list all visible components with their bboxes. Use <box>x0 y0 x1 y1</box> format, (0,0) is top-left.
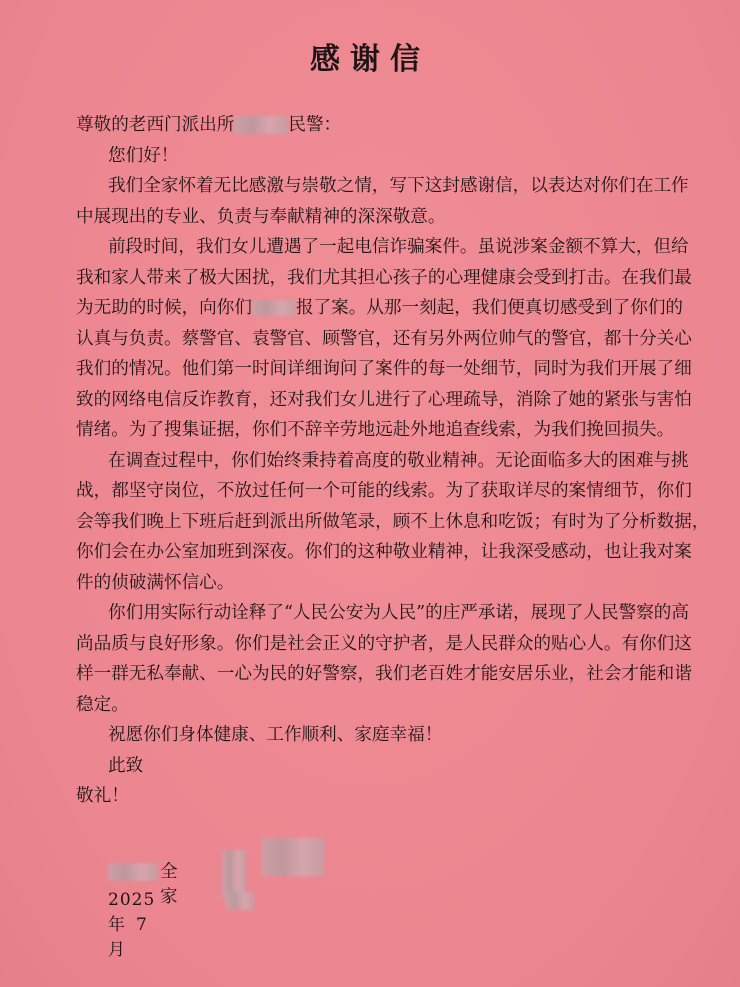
p4-line: 稳定。 <box>76 694 129 715</box>
salutation-line <box>76 110 672 141</box>
p4-line: 样一群无私奉献、一心为民的好警察，我们老百姓才能安居乐业，社会才能和谐 <box>76 664 692 684</box>
p2-line <box>76 293 684 324</box>
date-year-char: 年 <box>108 915 126 935</box>
closing-jingli: 敬礼！ <box>76 786 129 806</box>
signature-family: 全家 <box>160 862 178 907</box>
date-month-char: 月 <box>108 940 126 960</box>
p2-line: 情绪。为了搜集证据，你们不辞辛劳地远赴外地追查线索，为我们挽回损失。 <box>76 420 675 440</box>
p2-line3-before: 为无助的时候，向你们 <box>76 298 252 318</box>
closing-cizhi: 此致 <box>108 755 144 776</box>
p2-line: 前段时间，我们女儿遭遇了一起电信诈骗案件。虽说涉案金额不算大，但给 <box>108 237 689 257</box>
date-year: 2025 <box>108 890 156 910</box>
wish-line: 祝愿你们身体健康、工作顺利、家庭幸福！ <box>108 725 443 745</box>
p3-line: 件的侦破满怀信心。 <box>76 572 235 593</box>
letter-body <box>76 110 710 812</box>
p4-line: 尚品质与良好形象。你们是社会正义的守护者，是人民群众的贴心人。有你们这 <box>76 633 692 654</box>
p2-line: 我和家人带来了极大困扰，我们尤其担心孩子的心理健康会受到打击。在我们最 <box>76 267 692 288</box>
redacted-date-day <box>226 892 254 910</box>
p4-line: 你们用实际行动诠释了“人民公安为人民”的庄严承诺，展现了人民警察的高 <box>108 603 689 623</box>
p3-line: 战，都坚守岗位，不放过任何一个可能的线索。为了获取详尽的案情细节，你们 <box>76 481 692 501</box>
page-title: 感谢信 <box>310 42 430 77</box>
redacted-signature <box>262 838 324 876</box>
p3-line: 在调查过程中，你们始终秉持着高度的敬业精神。无论面临多大的困难与挑 <box>108 450 689 471</box>
greeting: 您们好！ <box>108 145 179 166</box>
salutation-after: 民警： <box>288 115 342 135</box>
signature-date <box>108 890 165 960</box>
p2-line3-after: 报了案。从那一刻起，我们便真切感受到了你们的 <box>295 298 684 318</box>
p2-line: 认真与负责。蔡警官、袁警官、顾警官，还有另外两位帅气的警官，都十分关心 <box>76 328 692 349</box>
p1-line: 我们全家怀着无比感激与崇敬之情，写下这封感谢信，以表达对你们在工作 <box>108 176 689 196</box>
redacted-name <box>234 116 288 134</box>
p3-line: 会等我们晚上下班后赶到派出所做笔录，顾不上休息和吃饭；有时为了分析数据， <box>76 511 710 532</box>
salutation-before: 尊敬的老西门派出所 <box>76 115 235 135</box>
p1-line: 中展现出的专业、负责与奉献精神的深深敬意。 <box>76 206 446 227</box>
p2-line: 我们的情况。他们第一时间详细询问了案件的每一处细节，同时为我们开展了细 <box>76 359 692 379</box>
p3-line: 你们会在办公室加班到深夜。你们的这种敬业精神，让我深受感动，也让我对案 <box>76 542 692 562</box>
redacted-family-name <box>108 863 158 881</box>
redacted-text <box>252 300 296 316</box>
p2-line: 致的网络电信反诈教育，还对我们女儿进行了心理疏导，消除了她的紧张与害怕 <box>76 389 692 410</box>
date-month: 7 <box>136 915 148 935</box>
